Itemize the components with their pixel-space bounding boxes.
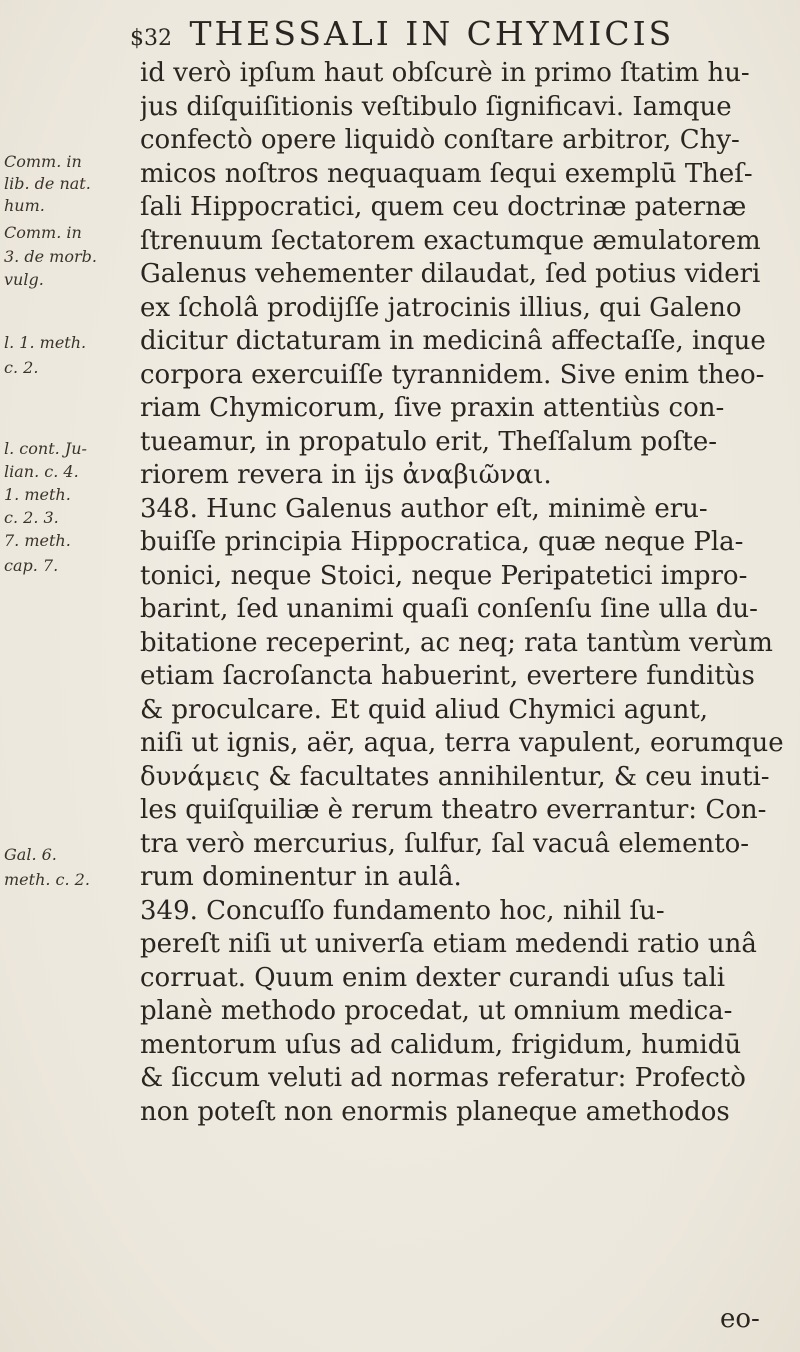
margin-note: c. 2. 3. — [4, 508, 59, 527]
margin-note: c. 2. — [4, 358, 39, 377]
margin-note: Gal. 6. — [4, 845, 57, 864]
running-title: THESSALI IN CHYMICIS — [189, 14, 675, 53]
text-line: corruat. Quum enim dexter curandi uſus tali — [140, 962, 726, 993]
margin-note: hum. — [4, 196, 45, 215]
text-line: ex ſcholâ prodijſſe jatrocinis illius, qui Galeno — [140, 292, 742, 323]
text-line: jus diſquiſitionis veſtibulo ſignificavi. Iamque — [140, 91, 732, 122]
text-line: tonici, neque Stoici, neque Peripatetici impro- — [140, 560, 748, 591]
margin-note: meth. c. 2. — [4, 870, 90, 889]
text-line: micos noſtros nequaquam ſequi exemplū Theſ- — [140, 158, 753, 189]
text-line: tra verò mercurius, ſulfur, ſal vacuâ elemento- — [140, 828, 750, 859]
margin-note: lian. c. 4. — [4, 462, 79, 481]
body-text — [140, 57, 790, 1129]
margin-note: l. 1. meth. — [4, 333, 87, 352]
text-line: mentorum uſus ad calidum, frigidum, humidū — [140, 1029, 742, 1060]
text-line: corpora exercuiſſe tyrannidem. Sive enim theo- — [140, 359, 765, 390]
text-line: & ſiccum veluti ad normas referatur: Profectò — [140, 1063, 746, 1093]
text-line: ſtrenuum ſectatorem exactumque æmulatorem — [140, 225, 761, 256]
margin-note: Comm. in — [4, 152, 82, 171]
text-line: δυνάμεις & facultates annihilentur, & ceu inuti- — [140, 761, 770, 792]
text-line: confectò opere liquidò conſtare arbitror, Chy- — [140, 125, 740, 155]
text-line: id verò ipſum haut obſcurè in primo ſtatim hu- — [140, 58, 750, 88]
text-line: planè methodo procedat, ut omnium medica- — [140, 996, 733, 1026]
text-line: bitatione receperint, ac neq; rata tantùm verùm — [140, 627, 773, 658]
margin-note: l. cont. Ju- — [4, 439, 87, 458]
text-line: ſali Hippocratici, quem ceu doctrinæ paternæ — [140, 192, 747, 222]
text-line: riam Chymicorum, ſive praxin attentiùs con- — [140, 393, 725, 423]
text-line: tueamur, in propatulo erit, Theſſalum poſte- — [140, 426, 718, 457]
text-line: rum dominentur in aulâ. — [140, 862, 462, 892]
page-number: $32 — [130, 26, 172, 51]
margin-note: cap. 7. — [4, 556, 59, 575]
text-line: Galenus vehementer dilaudat, ſed potius videri — [140, 259, 761, 289]
text-line: buiſſe principia Hippocratica, quæ neque Pla- — [140, 527, 744, 557]
text-line: dicitur dictaturam in medicinâ affectaſſe, inque — [140, 326, 766, 356]
margin-note: 1. meth. — [4, 485, 71, 504]
catchword: eo- — [720, 1304, 760, 1334]
margin-note: lib. de nat. — [4, 174, 91, 193]
margin-note: 3. de morb. — [4, 247, 97, 266]
text-line: barint, ſed unanimi quaſi conſenſu ſine ulla du- — [140, 594, 758, 624]
margin-note: vulg. — [4, 270, 44, 289]
text-line: 348. Hunc Galenus author eſt, minimè eru- — [140, 493, 708, 524]
text-line: les quiſquiliæ è rerum theatro everrantur: Con- — [140, 795, 767, 825]
running-header — [130, 14, 790, 53]
text-line: etiam ſacroſancta habuerint, evertere funditùs — [140, 661, 755, 691]
text-line: & proculcare. Et quid aliud Chymici agunt, — [140, 694, 709, 725]
text-line: non poteſt non enormis planeque amethodos — [140, 1096, 730, 1127]
text-line: riorem revera in ijs ἀναβιῶναι. — [140, 460, 552, 490]
text-line: 349. Concuſſo fundamento hoc, nihil ſu- — [140, 895, 665, 926]
text-line: pereſt niſi ut univerſa etiam medendi ratio unâ — [140, 929, 757, 959]
margin-note: Comm. in — [4, 223, 82, 242]
margin-note: 7. meth. — [4, 531, 71, 550]
text-line: niſi ut ignis, aër, aqua, terra vapulent, eorumque — [140, 728, 784, 758]
